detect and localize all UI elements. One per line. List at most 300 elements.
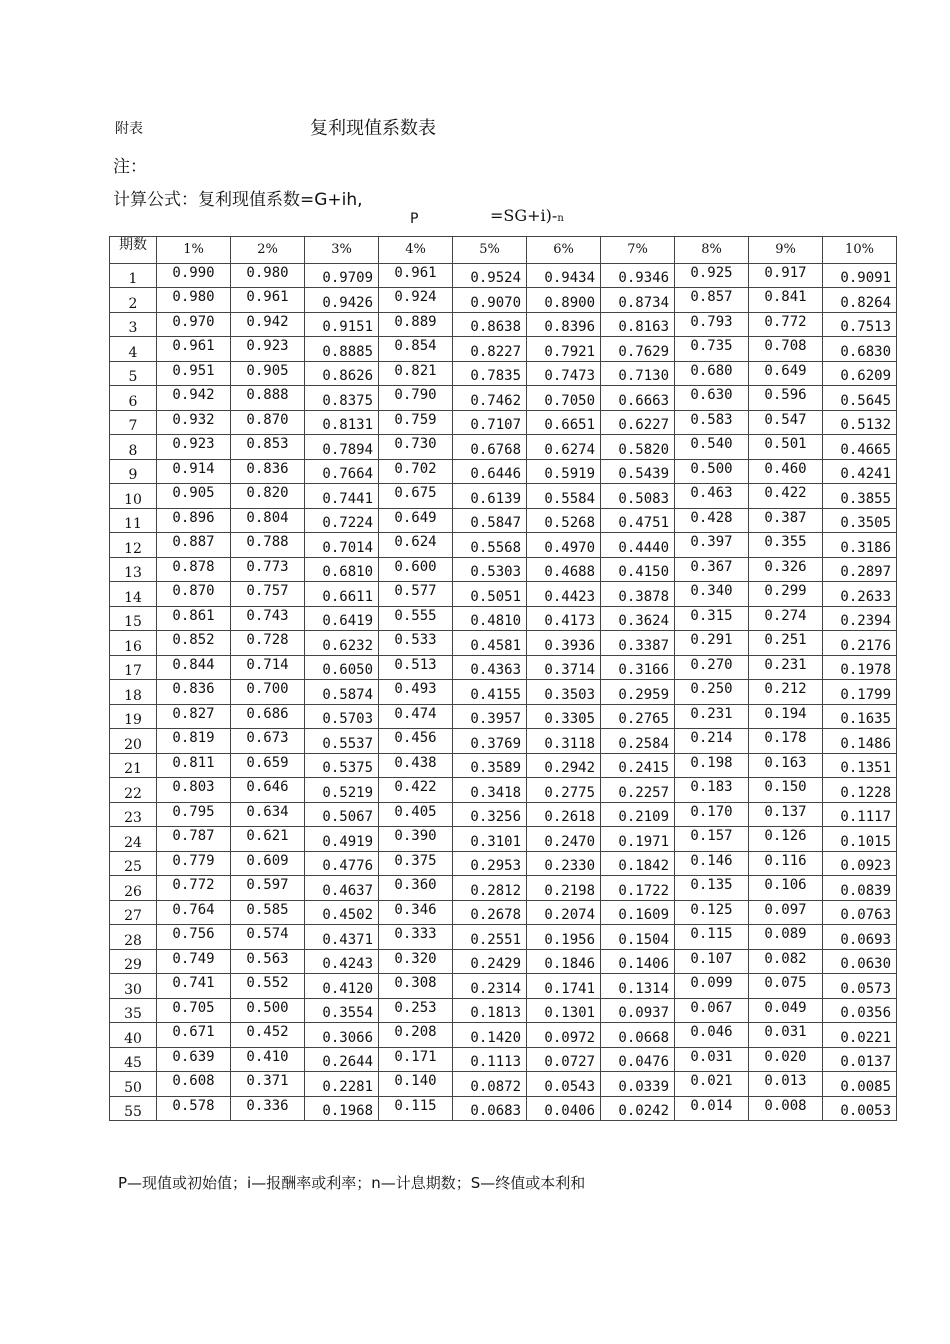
factor-cell: 0.741 — [157, 974, 231, 999]
table-row — [110, 753, 897, 778]
factor-cell: 0.326 — [749, 557, 823, 582]
table-row — [110, 410, 897, 435]
factor-cell: 0.1351 — [823, 753, 897, 778]
factor-cell: 0.371 — [231, 1072, 305, 1097]
factor-cell: 0.8375 — [305, 386, 379, 411]
factor-cell: 0.0356 — [823, 998, 897, 1023]
factor-cell: 0.3166 — [601, 655, 675, 680]
factor-cell: 0.961 — [379, 263, 453, 288]
factor-cell: 0.990 — [157, 263, 231, 288]
table-row — [110, 949, 897, 974]
table-row — [110, 998, 897, 1023]
factor-cell: 0.456 — [379, 729, 453, 754]
factor-cell: 0.493 — [379, 680, 453, 705]
factor-cell: 0.4581 — [453, 631, 527, 656]
factor-cell: 0.787 — [157, 827, 231, 852]
factor-cell: 0.646 — [231, 778, 305, 803]
factor-cell: 0.3503 — [527, 680, 601, 705]
factor-cell: 0.046 — [675, 1023, 749, 1048]
factor-cell: 0.700 — [231, 680, 305, 705]
factor-cell: 0.4665 — [823, 435, 897, 460]
factor-cell: 0.3624 — [601, 606, 675, 631]
factor-cell: 0.5067 — [305, 802, 379, 827]
factor-cell: 0.0406 — [527, 1096, 601, 1121]
factor-cell: 0.854 — [379, 337, 453, 362]
factor-cell: 0.5051 — [453, 582, 527, 607]
factor-cell: 0.500 — [675, 459, 749, 484]
factor-cell: 0.5820 — [601, 435, 675, 460]
period-cell: 11 — [110, 508, 157, 533]
factor-cell: 0.452 — [231, 1023, 305, 1048]
rate-header: 6% — [527, 237, 601, 264]
factor-cell: 0.3418 — [453, 778, 527, 803]
factor-cell: 0.555 — [379, 606, 453, 631]
factor-cell: 0.7050 — [527, 386, 601, 411]
factor-cell: 0.942 — [157, 386, 231, 411]
factor-cell: 0.1722 — [601, 876, 675, 901]
period-cell: 28 — [110, 925, 157, 950]
factor-cell: 0.4440 — [601, 533, 675, 558]
factor-cell: 0.924 — [379, 288, 453, 313]
rate-header: 3% — [305, 237, 379, 264]
factor-cell: 0.6139 — [453, 484, 527, 509]
factor-cell: 0.708 — [749, 337, 823, 362]
factor-cell: 0.115 — [675, 925, 749, 950]
factor-cell: 0.438 — [379, 753, 453, 778]
factor-cell: 0.600 — [379, 557, 453, 582]
factor-cell: 0.630 — [675, 386, 749, 411]
factor-cell: 0.422 — [379, 778, 453, 803]
factor-cell: 0.5568 — [453, 533, 527, 558]
factor-cell: 0.422 — [749, 484, 823, 509]
factor-cell: 0.2775 — [527, 778, 601, 803]
factor-cell: 0.779 — [157, 851, 231, 876]
factor-cell: 0.7462 — [453, 386, 527, 411]
factor-cell: 0.0839 — [823, 876, 897, 901]
factor-cell: 0.730 — [379, 435, 453, 460]
factor-cell: 0.387 — [749, 508, 823, 533]
factor-cell: 0.1799 — [823, 680, 897, 705]
factor-cell: 0.3305 — [527, 704, 601, 729]
table-row — [110, 631, 897, 656]
factor-cell: 0.5847 — [453, 508, 527, 533]
factor-cell: 0.3554 — [305, 998, 379, 1023]
factor-cell: 0.844 — [157, 655, 231, 680]
factor-cell: 0.759 — [379, 410, 453, 435]
factor-cell: 0.6768 — [453, 435, 527, 460]
period-cell: 19 — [110, 704, 157, 729]
factor-cell: 0.757 — [231, 582, 305, 607]
factor-cell: 0.649 — [379, 508, 453, 533]
factor-cell: 0.857 — [675, 288, 749, 313]
factor-cell: 0.4810 — [453, 606, 527, 631]
factor-cell: 0.9426 — [305, 288, 379, 313]
table-row — [110, 484, 897, 509]
factor-cell: 0.2812 — [453, 876, 527, 901]
factor-cell: 0.170 — [675, 802, 749, 827]
factor-cell: 0.6227 — [601, 410, 675, 435]
table-row — [110, 1096, 897, 1121]
factor-cell: 0.163 — [749, 753, 823, 778]
factor-cell: 0.1846 — [527, 949, 601, 974]
factor-cell: 0.9434 — [527, 263, 601, 288]
factor-cell: 0.597 — [231, 876, 305, 901]
factor-cell: 0.820 — [231, 484, 305, 509]
factor-cell: 0.675 — [379, 484, 453, 509]
factor-cell: 0.1015 — [823, 827, 897, 852]
rate-header: 8% — [675, 237, 749, 264]
factor-cell: 0.2281 — [305, 1072, 379, 1097]
legend-note: P—现值或初始值；i—报酬率或利率；n—计息期数；S—终值或本利和 — [118, 1174, 586, 1192]
factor-cell: 0.3101 — [453, 827, 527, 852]
factor-cell: 0.773 — [231, 557, 305, 582]
formula-line: 计算公式：复利现值系数=G+ih, — [113, 190, 363, 210]
factor-cell: 0.3066 — [305, 1023, 379, 1048]
factor-cell: 0.0683 — [453, 1096, 527, 1121]
factor-cell: 0.2314 — [453, 974, 527, 999]
factor-cell: 0.0053 — [823, 1096, 897, 1121]
factor-cell: 0.500 — [231, 998, 305, 1023]
factor-cell: 0.021 — [675, 1072, 749, 1097]
formula-p-symbol: P — [410, 211, 419, 227]
table-row — [110, 729, 897, 754]
factor-cell: 0.8885 — [305, 337, 379, 362]
period-cell: 5 — [110, 361, 157, 386]
factor-cell: 0.2678 — [453, 900, 527, 925]
factor-cell: 0.1420 — [453, 1023, 527, 1048]
period-cell: 8 — [110, 435, 157, 460]
period-cell: 50 — [110, 1072, 157, 1097]
period-cell: 22 — [110, 778, 157, 803]
factor-cell: 0.790 — [379, 386, 453, 411]
factor-cell: 0.896 — [157, 508, 231, 533]
period-cell: 4 — [110, 337, 157, 362]
factor-cell: 0.340 — [675, 582, 749, 607]
factor-cell: 0.905 — [157, 484, 231, 509]
factor-cell: 0.2897 — [823, 557, 897, 582]
factor-cell: 0.6830 — [823, 337, 897, 362]
period-cell: 45 — [110, 1047, 157, 1072]
factor-cell: 0.2074 — [527, 900, 601, 925]
factor-cell: 0.3957 — [453, 704, 527, 729]
factor-cell: 0.0085 — [823, 1072, 897, 1097]
period-cell: 10 — [110, 484, 157, 509]
factor-cell: 0.4688 — [527, 557, 601, 582]
factor-cell: 0.533 — [379, 631, 453, 656]
factor-cell: 0.067 — [675, 998, 749, 1023]
period-cell: 26 — [110, 876, 157, 901]
factor-cell: 0.0693 — [823, 925, 897, 950]
factor-cell: 0.9709 — [305, 263, 379, 288]
factor-cell: 0.0972 — [527, 1023, 601, 1048]
factor-cell: 0.198 — [675, 753, 749, 778]
factor-cell: 0.3878 — [601, 582, 675, 607]
factor-cell: 0.659 — [231, 753, 305, 778]
factor-cell: 0.942 — [231, 312, 305, 337]
factor-cell: 0.793 — [675, 312, 749, 337]
factor-cell: 0.803 — [157, 778, 231, 803]
factor-cell: 0.821 — [379, 361, 453, 386]
factor-cell: 0.115 — [379, 1096, 453, 1121]
factor-cell: 0.596 — [749, 386, 823, 411]
factor-cell: 0.1635 — [823, 704, 897, 729]
factor-cell: 0.194 — [749, 704, 823, 729]
factor-cell: 0.2394 — [823, 606, 897, 631]
factor-cell: 0.4502 — [305, 900, 379, 925]
factor-cell: 0.3589 — [453, 753, 527, 778]
period-cell: 17 — [110, 655, 157, 680]
factor-cell: 0.9346 — [601, 263, 675, 288]
factor-cell: 0.2109 — [601, 802, 675, 827]
factor-cell: 0.315 — [675, 606, 749, 631]
factor-cell: 0.097 — [749, 900, 823, 925]
factor-cell: 0.3769 — [453, 729, 527, 754]
factor-cell: 0.540 — [675, 435, 749, 460]
factor-cell: 0.852 — [157, 631, 231, 656]
factor-cell: 0.0630 — [823, 949, 897, 974]
factor-cell: 0.082 — [749, 949, 823, 974]
factor-cell: 0.106 — [749, 876, 823, 901]
factor-cell: 0.5439 — [601, 459, 675, 484]
table-row — [110, 533, 897, 558]
period-cell: 3 — [110, 312, 157, 337]
factor-cell: 0.7224 — [305, 508, 379, 533]
table-row — [110, 508, 897, 533]
factor-cell: 0.9524 — [453, 263, 527, 288]
table-row — [110, 680, 897, 705]
table-row — [110, 361, 897, 386]
table-row — [110, 925, 897, 950]
period-cell: 30 — [110, 974, 157, 999]
factor-cell: 0.878 — [157, 557, 231, 582]
factor-cell: 0.1486 — [823, 729, 897, 754]
factor-cell: 0.2470 — [527, 827, 601, 852]
table-row — [110, 337, 897, 362]
period-cell: 29 — [110, 949, 157, 974]
factor-cell: 0.0763 — [823, 900, 897, 925]
table-row — [110, 386, 897, 411]
factor-cell: 0.6446 — [453, 459, 527, 484]
factor-cell: 0.4155 — [453, 680, 527, 705]
factor-cell: 0.2959 — [601, 680, 675, 705]
factor-cell: 0.1978 — [823, 655, 897, 680]
factor-cell: 0.756 — [157, 925, 231, 950]
factor-cell: 0.135 — [675, 876, 749, 901]
appendix-label: 附表 — [115, 121, 143, 137]
factor-cell: 0.624 — [379, 533, 453, 558]
factor-cell: 0.888 — [231, 386, 305, 411]
factor-cell: 0.634 — [231, 802, 305, 827]
factor-cell: 0.253 — [379, 998, 453, 1023]
period-cell: 27 — [110, 900, 157, 925]
factor-cell: 0.5874 — [305, 680, 379, 705]
factor-cell: 0.2429 — [453, 949, 527, 974]
factor-cell: 0.673 — [231, 729, 305, 754]
factor-cell: 0.861 — [157, 606, 231, 631]
table-row — [110, 1023, 897, 1048]
table-body — [110, 263, 897, 1121]
factor-cell: 0.686 — [231, 704, 305, 729]
factor-cell: 0.474 — [379, 704, 453, 729]
factor-cell: 0.4776 — [305, 851, 379, 876]
table-row — [110, 900, 897, 925]
factor-cell: 0.6274 — [527, 435, 601, 460]
factor-cell: 0.7513 — [823, 312, 897, 337]
factor-cell: 0.291 — [675, 631, 749, 656]
page-title: 复利现值系数表 — [310, 118, 436, 139]
factor-cell: 0.563 — [231, 949, 305, 974]
factor-cell: 0.639 — [157, 1047, 231, 1072]
factor-cell: 0.743 — [231, 606, 305, 631]
factor-cell: 0.231 — [749, 655, 823, 680]
factor-cell: 0.171 — [379, 1047, 453, 1072]
period-cell: 2 — [110, 288, 157, 313]
period-cell: 15 — [110, 606, 157, 631]
factor-cell: 0.3256 — [453, 802, 527, 827]
factor-cell: 0.2330 — [527, 851, 601, 876]
factor-cell: 0.608 — [157, 1072, 231, 1097]
period-cell: 21 — [110, 753, 157, 778]
period-cell: 25 — [110, 851, 157, 876]
factor-cell: 0.146 — [675, 851, 749, 876]
factor-cell: 0.772 — [157, 876, 231, 901]
factor-cell: 0.1813 — [453, 998, 527, 1023]
factor-cell: 0.333 — [379, 925, 453, 950]
formula-expression: =SG+i)- — [490, 206, 558, 225]
factor-cell: 0.075 — [749, 974, 823, 999]
factor-cell: 0.5584 — [527, 484, 601, 509]
factor-cell: 0.5303 — [453, 557, 527, 582]
table-row — [110, 778, 897, 803]
table-row — [110, 1072, 897, 1097]
factor-cell: 0.1609 — [601, 900, 675, 925]
factor-cell: 0.578 — [157, 1096, 231, 1121]
factor-cell: 0.214 — [675, 729, 749, 754]
period-cell: 7 — [110, 410, 157, 435]
formula-subscript: n — [557, 213, 564, 224]
factor-cell: 0.749 — [157, 949, 231, 974]
table-row — [110, 827, 897, 852]
table-header-row — [110, 237, 897, 264]
factor-cell: 0.2198 — [527, 876, 601, 901]
factor-cell: 0.6810 — [305, 557, 379, 582]
factor-cell: 0.7441 — [305, 484, 379, 509]
table-row — [110, 312, 897, 337]
factor-cell: 0.905 — [231, 361, 305, 386]
period-cell: 6 — [110, 386, 157, 411]
factor-cell: 0.923 — [231, 337, 305, 362]
factor-cell: 0.5919 — [527, 459, 601, 484]
present-value-table — [109, 236, 897, 1121]
factor-cell: 0.6050 — [305, 655, 379, 680]
note-label: 注： — [113, 157, 147, 177]
factor-cell: 0.4371 — [305, 925, 379, 950]
period-cell: 40 — [110, 1023, 157, 1048]
factor-cell: 0.735 — [675, 337, 749, 362]
table-row — [110, 851, 897, 876]
factor-cell: 0.397 — [675, 533, 749, 558]
factor-cell: 0.4423 — [527, 582, 601, 607]
factor-cell: 0.089 — [749, 925, 823, 950]
factor-cell: 0.1504 — [601, 925, 675, 950]
factor-cell: 0.583 — [675, 410, 749, 435]
factor-cell: 0.150 — [749, 778, 823, 803]
factor-cell: 0.8396 — [527, 312, 601, 337]
factor-cell: 0.501 — [749, 435, 823, 460]
factor-cell: 0.3118 — [527, 729, 601, 754]
factor-cell: 0.0242 — [601, 1096, 675, 1121]
factor-cell: 0.819 — [157, 729, 231, 754]
factor-cell: 0.9091 — [823, 263, 897, 288]
factor-cell: 0.870 — [231, 410, 305, 435]
factor-cell: 0.6663 — [601, 386, 675, 411]
factor-cell: 0.3505 — [823, 508, 897, 533]
factor-cell: 0.2415 — [601, 753, 675, 778]
factor-cell: 0.836 — [157, 680, 231, 705]
factor-cell: 0.0923 — [823, 851, 897, 876]
table-row — [110, 974, 897, 999]
rate-header: 1% — [157, 237, 231, 264]
factor-cell: 0.405 — [379, 802, 453, 827]
factor-cell: 0.3855 — [823, 484, 897, 509]
factor-cell: 0.116 — [749, 851, 823, 876]
table-row — [110, 263, 897, 288]
factor-cell: 0.0137 — [823, 1047, 897, 1072]
factor-cell: 0.0543 — [527, 1072, 601, 1097]
factor-cell: 0.547 — [749, 410, 823, 435]
rate-header: 10% — [823, 237, 897, 264]
factor-cell: 0.2942 — [527, 753, 601, 778]
factor-cell: 0.355 — [749, 533, 823, 558]
factor-cell: 0.208 — [379, 1023, 453, 1048]
factor-cell: 0.827 — [157, 704, 231, 729]
factor-cell: 0.4637 — [305, 876, 379, 901]
period-cell: 24 — [110, 827, 157, 852]
factor-cell: 0.428 — [675, 508, 749, 533]
factor-cell: 0.140 — [379, 1072, 453, 1097]
factor-cell: 0.9070 — [453, 288, 527, 313]
factor-cell: 0.2953 — [453, 851, 527, 876]
period-cell: 20 — [110, 729, 157, 754]
factor-cell: 0.4243 — [305, 949, 379, 974]
formula-second-line — [490, 206, 564, 225]
period-cell: 23 — [110, 802, 157, 827]
period-cell: 13 — [110, 557, 157, 582]
factor-cell: 0.336 — [231, 1096, 305, 1121]
table-row — [110, 557, 897, 582]
factor-cell: 0.460 — [749, 459, 823, 484]
rate-header: 9% — [749, 237, 823, 264]
factor-cell: 0.049 — [749, 998, 823, 1023]
factor-cell: 0.308 — [379, 974, 453, 999]
factor-cell: 0.841 — [749, 288, 823, 313]
period-cell: 35 — [110, 998, 157, 1023]
period-cell: 14 — [110, 582, 157, 607]
table-row — [110, 704, 897, 729]
rate-header: 4% — [379, 237, 453, 264]
factor-cell: 0.8264 — [823, 288, 897, 313]
factor-cell: 0.126 — [749, 827, 823, 852]
rate-header: 5% — [453, 237, 527, 264]
period-cell: 16 — [110, 631, 157, 656]
factor-cell: 0.951 — [157, 361, 231, 386]
factor-cell: 0.1956 — [527, 925, 601, 950]
factor-cell: 0.212 — [749, 680, 823, 705]
factor-cell: 0.772 — [749, 312, 823, 337]
factor-cell: 0.020 — [749, 1047, 823, 1072]
factor-cell: 0.3186 — [823, 533, 897, 558]
table-row — [110, 655, 897, 680]
